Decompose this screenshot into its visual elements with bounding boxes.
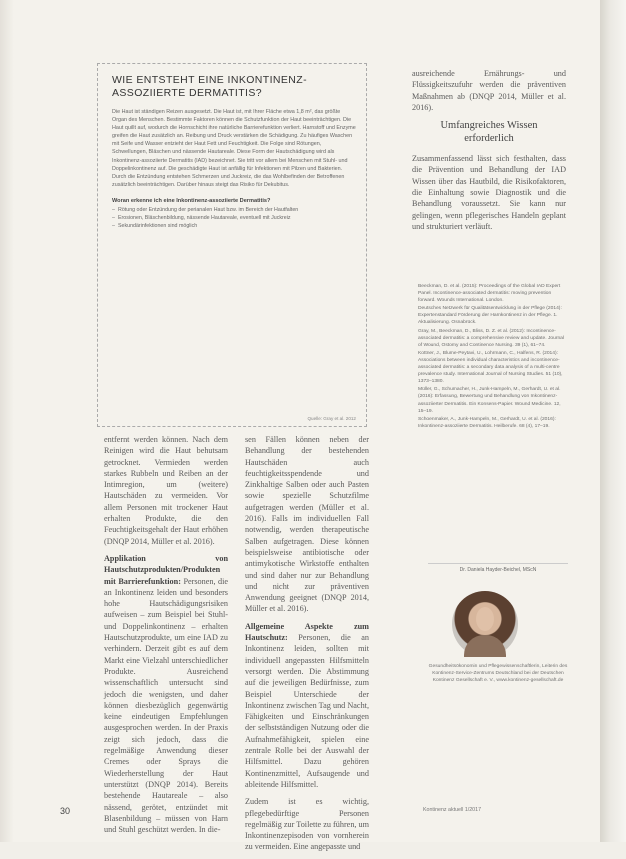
list-item: – Erosionen, Bläschenbildung, nässende Hautareale, eventuell mit Juckreiz: [112, 214, 356, 222]
page-gutter-shadow: [0, 0, 14, 842]
list-item: – Sekundärinfektionen sind möglich: [112, 222, 356, 230]
reference-item: Schoenmaker, A., Junk-Hampeln, M., Gerhardt, U. et al. (2016): Inkontinenz-assoziierte Dermatitis. Heilberufe. 68 (4), 17–19.: [418, 416, 556, 429]
list-item: – Rötung oder Entzündung der perianalen Haut bzw. im Bereich der Hautfalten: [112, 206, 356, 214]
references-list: [418, 283, 564, 431]
page-number: 30: [60, 806, 71, 816]
paragraph: Zudem ist es wichtig, pflegebedürftige Personen regelmäßig zur Toilette zu führen, um Inkontinenzepisoden von vornherein zu vermeiden. Eine angepasste und: [245, 797, 369, 852]
page-footer: Kontinenz aktuell 1/2017: [423, 807, 482, 813]
reference-item: Kottner, J., Blume-Peytavi, U., Lohrmann, C., Halfens, R. (2014): Associations between individual characteristics and incontinence-associated dermatitis: a secondary data analysis of a multi-centre prevalence study. International Journal of Nursing Studies. 51 (10), 1373–1380.: [418, 350, 563, 385]
paragraph: sen Fällen können neben der Behandlung der bestehenden Hautschäden auch feuchtigkeitsspendende und Zinkhaltige Salben oder auch Pasten sowie spezielle Schutzfilme aufgetragen werden (Müller et al. 2016). Falls im individuellen Fall notwendig, werden therapeutische Salben aufgetragen. Diese können beispielsweise antibiotische oder antimykotische Wirkstoffe enthalten und sind daher nur zur Behandlung und nicht zur präventiven Anwendung geeignet (DNQP 2014, Müller et al. 2016).: [245, 435, 369, 614]
paragraph: [245, 621, 369, 790]
author-photo-face: [476, 607, 494, 631]
page-edge-shadow: [600, 0, 626, 842]
subheading: Allgemeine Aspekte zum Hautschutz:: [245, 621, 369, 643]
column-1: [104, 434, 228, 841]
paragraph: [104, 553, 228, 835]
reference-item: Gray, M., Beeckman, D., Bliss, D. Z. et al. (2012): Incontinence-associated dermatitis: a comprehensive review and update. Journal of Wound, Ostomy and Continence Nursing. 39 (1), 61–74.: [418, 328, 564, 348]
paragraph: Zusammenfassend lässt sich festhalten, dass die Prävention und Behandlung der IAD Wissen über das Hautbild, die Risikofaktoren, die Einhaltung sowie Diagnostik und die Behandlung voraussetzt. Sie kann nur gelingen, wenn pflegerisches Handeln geplant und strukturiert verläuft.: [412, 154, 566, 231]
info-box-source: Quelle: Gray et al. 2012: [307, 416, 356, 421]
column-2: [245, 434, 369, 859]
paragraph: ausreichende Ernährungs- und Flüssigkeitszufuhr werden die präventiven Maßnahmen ab (DNQP 2014, Müller et al. 2016).: [412, 69, 566, 112]
info-box: [97, 63, 367, 427]
info-box-bullets: [112, 206, 356, 230]
author-photo: [452, 591, 518, 657]
info-box-title-line1: WIE ENTSTEHT EINE INKONTINENZ-: [112, 74, 307, 86]
paragraph-text: Personen, die an Inkontinenz leiden und besonders hohe Hautschädigungsrisiken aufweisen – zum Beispiel bei Stuhl- und Doppelinkontinenz – erhalten Hautschutzprodukte, um eine IAD zu verhindern. Derzeit gibt es auf dem Markt eine Vielzahl unterschiedlicher Produkte. Ausreichend wissenschaftlich untersucht sind jedoch die wenigsten, und daher können diesbezüglich gegenwärtig keine eindeutigen Empfehlungen ausgesprochen werden. In der Praxis zeigt sich jedoch, dass die regelmäßige Anwendung dieser Cremes oder Sprays die Wiederherstellung der Haut unterstützt (DNQP 2014). Bereits bestehende Hautareale – also nässend, gerötet, entzündet mit Blasenbildung – müssen von Harn und Stuhl geschützt werden. In die-: [104, 576, 228, 835]
reference-item: Müller, G., Schumacher, H., Junk-Hampeln, M., Gerhardt, U. et al. (2016): Erfassung, Bewertung und Behandlung von Inkontinenz-assoziierter Dermatitis. Ein Konsens-Papier. Wound Medicine. 12, 15–19.: [418, 387, 561, 414]
section-heading-line2: erforderlich: [464, 133, 514, 145]
info-box-body: Die Haut ist ständigen Reizen ausgesetzt. Die Haut ist, mit Ihrer Fläche etwa 1,8 m², das größte Organ des Menschen. Bestimmte Faktoren können die Schutzfunktion der Haut beeinträchtigen. Die Haut quillt auf, wodurch die Hornschicht ihre natürliche Barrierefunktion verliert. Harnstoff und Enzyme greifen die Haut zusätzlich an. Reibung und Druck verstärken die Schädigung. Zu häufiges Waschen mit Seife und Wasser entzieht der Haut Fett und Feuchtigkeit. Die Folge sind Rötungen, Schwellungen, Bläschen und nässende Hautareale. Diese Form der Hautschädigung wird als Inkontinenz-assoziierte Dermatitis (IAD) bezeichnet. Sie tritt vor allem bei Menschen mit Stuhl- und Doppelinkontinenz auf. Die geschädigte Haut ist anfällig für Infektionen mit Pilzen und Bakterien. Durch die Entzündung entstehen Schmerzen und Juckreiz, die das Wohlbefinden der Betroffenen zusätzlich beeinträchtigen. Darüber hinaus steigt das Risiko für Dekubitus.: [112, 109, 356, 188]
column-3: [412, 68, 566, 238]
paragraph-text: Personen, die an Inkontinenz leiden, sollten mit individuell angepassten Hilfsmitteln versorgt werden. Die Abstimmung auf die jeweiligen Bedürfnisse, zum Beispiel Unterschiede der Inkontinenz zwischen Tag und Nacht, Fähigkeiten und Einschränkungen der selbstständigen Nutzung oder die Aufnahmefähigkeit, spielen eine zentrale Rolle bei der Auswahl der Hilfsmittel. Dazu gehören Kontinenzmittel, Aufsaugende und ableitende Hilfsmittel.: [245, 633, 370, 789]
author-bio: Gesundheitsökonomin und Pflegewissenschaftlerin, Leiterin des Kontinenz-Service-Zentrums Deutschland bei der Deutschen Kontinenz Gesellschaft e. V., www.kontinenz-gesellschaft.de: [428, 664, 568, 683]
author-name: Dr. Daniela Hayder-Beichel, MScN: [428, 563, 568, 573]
info-box-question: Woran erkenne ich eine Inkontinenz-assoziierte Dermatitis?: [112, 197, 271, 204]
paragraph: entfernt werden können. Nach dem Reinigen wird die Haut behutsam getrocknet. Vermieden werden starkes Rubbeln und Reiben an der Intimregion, um (weitere) Hautschäden zu vermeiden. Vor allem Personen mit trockener Haut erhalten Produkte, die den Feuchtigkeitsgehalt der Haut erhöhen (DNQP 2014, Müller et al. 2016).: [104, 435, 228, 546]
reference-item: Deutsches Netzwerk für Qualitätsentwicklung in der Pflege (2014): Expertenstandard Förderung der Harnkontinenz in der Pflege. 1. Aktualisierung. Osnabrück.: [418, 306, 562, 326]
author-photo-body: [464, 635, 506, 657]
info-box-title: [112, 74, 356, 100]
section-heading: [412, 119, 566, 145]
info-box-title-line2: ASSOZIIERTE DERMATITIS?: [112, 87, 263, 99]
section-heading-line1: Umfangreiches Wissen: [440, 120, 538, 132]
reference-item: Beeckman, D. et al. (2015): Proceedings of the Global IAD Expert Panel. Incontinence-associated dermatitis: moving prevention forward. Wounds International. London.: [418, 284, 561, 304]
subheading: Applikation von Hautschutzprodukten/Produkten mit Barrierefunktion:: [104, 553, 228, 586]
